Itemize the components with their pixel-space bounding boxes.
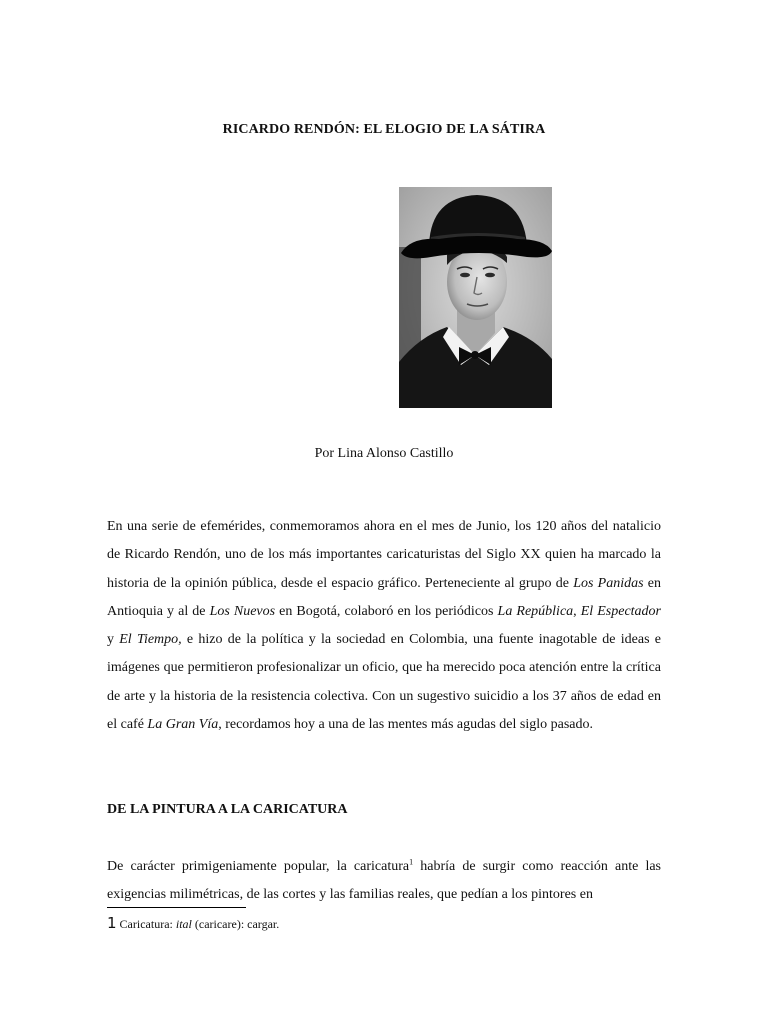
para2-text-2: habría de surgir como reacción ante las exigencias milimétricas, de las cortes y las familias reales, que pedían a los pintores en xyxy=(107,859,662,903)
footnote-italic: ital xyxy=(175,917,192,931)
portrait-image xyxy=(399,187,552,408)
second-paragraph xyxy=(107,853,661,910)
para1-italic-la-gran-via: La Gran Vía xyxy=(147,717,219,733)
para1-italic-los-nuevos: Los Nuevos xyxy=(209,603,276,619)
para2-text-1: De carácter primigeniamente popular, la caricatura xyxy=(107,859,410,874)
author-byline: Por Lina Alonso Castillo xyxy=(314,446,454,461)
footnote-text-1: Caricatura: xyxy=(119,917,176,931)
para1-italic-los-panidas: Los Panidas xyxy=(573,575,644,591)
para1-text-7: , recordamos hoy a una de las mentes más agudas del siglo pasado. xyxy=(218,717,594,733)
para1-text-6: e hizo de la política y la sociedad en Colombia, una fuente inagotable de ideas e imágenes que permitieron profesionalizar un oficio, que ha merecido poca atención entre la crítica de arte y la historia de la resistencia colectiva. Con un sugestivo suicidio a los 37 años de edad en el café xyxy=(107,632,661,733)
footnote-text-2: (caricare): cargar. xyxy=(191,917,280,931)
intro-paragraph xyxy=(107,513,661,739)
para1-text-3: en Bogotá, colaboró en los periódicos xyxy=(275,603,498,619)
footnote xyxy=(107,914,279,932)
para1-text-4: , xyxy=(573,603,581,619)
para1-italic-la-republica: La República xyxy=(497,603,574,619)
para1-italic-el-espectador: El Espectador xyxy=(580,603,662,619)
portrait-photo xyxy=(399,187,552,408)
footnote-number: 1 xyxy=(107,914,117,932)
footnote-reference[interactable]: 1 xyxy=(409,857,414,867)
section-heading: DE LA PINTURA A LA CARICATURA xyxy=(107,802,348,817)
document-title: RICARDO RENDÓN: EL ELOGIO DE LA SÁTIRA xyxy=(222,122,546,137)
para1-text-5: y xyxy=(107,632,120,648)
para1-text-1: En una serie de efemérides, conmemoramos ahora en el mes de Junio, los 120 años del natalicio de Ricardo Rendón, uno de los más importantes caricaturistas del Siglo XX quien ha marcado la historia de la opinión pública, desde el espacio gráfico. Perteneciente al grupo de xyxy=(107,519,661,591)
para1-text-2: en Antioquia y al de xyxy=(107,575,662,619)
footnote-divider xyxy=(107,907,246,908)
para1-italic-el-tiempo: El Tiempo, xyxy=(119,632,182,648)
